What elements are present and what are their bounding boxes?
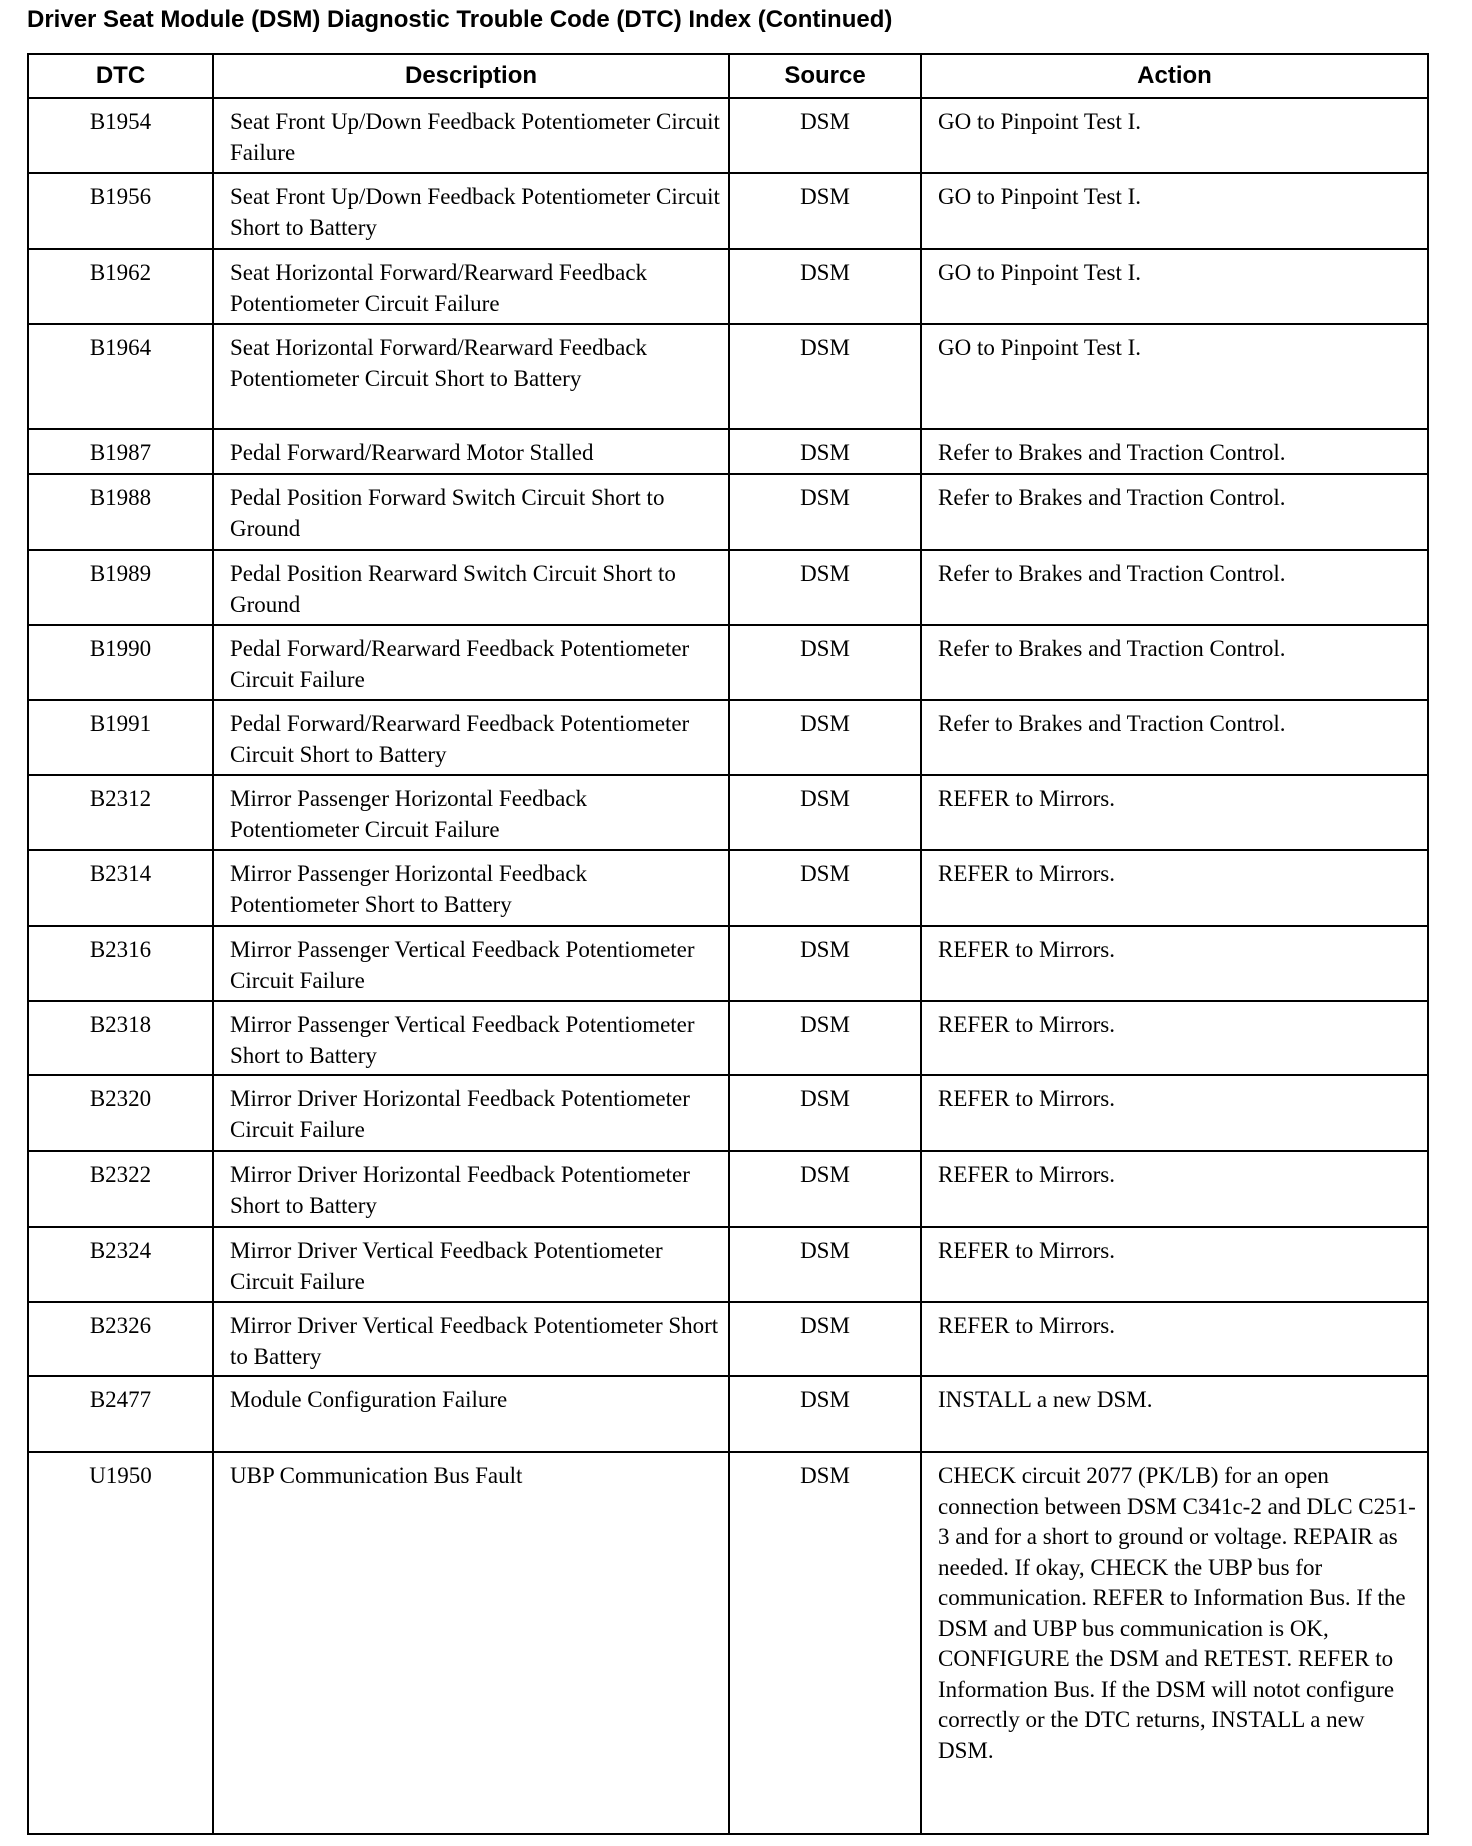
source-cell: DSM — [729, 429, 921, 474]
page-title: Driver Seat Module (DSM) Diagnostic Trouble Code (DTC) Index (Continued) — [27, 6, 893, 33]
dtc-cell: B2316 — [28, 926, 213, 1001]
dtc-cell: B1988 — [28, 474, 213, 550]
source-cell: DSM — [729, 1376, 921, 1452]
table-row — [28, 1227, 1428, 1302]
source-cell: DSM — [729, 625, 921, 700]
action-cell: REFER to Mirrors. — [921, 926, 1428, 1001]
table-row — [28, 775, 1428, 850]
dtc-cell: B2320 — [28, 1075, 213, 1151]
dtc-table — [27, 53, 1429, 1835]
action-cell: Refer to Brakes and Traction Control. — [921, 429, 1428, 474]
table-row — [28, 1452, 1428, 1834]
column-header-action: Action — [921, 54, 1428, 98]
description-cell: Mirror Driver Vertical Feedback Potentiometer Short to Battery — [213, 1302, 729, 1376]
action-cell: GO to Pinpoint Test I. — [921, 173, 1428, 249]
table-row — [28, 926, 1428, 1001]
action-cell: REFER to Mirrors. — [921, 1227, 1428, 1302]
table-row — [28, 1376, 1428, 1452]
action-cell: CHECK circuit 2077 (PK/LB) for an open connection between DSM C341c-2 and DLC C251-3 and for a short to ground or voltage. REPAIR as needed. If okay, CHECK the UBP bus for communication. REFER to Information Bus. If the DSM and UBP bus communication is OK, CONFIGURE the DSM and RETEST. REFER to Information Bus. If the DSM will notot configure correctly or the DTC returns, INSTALL a new DSM. — [921, 1452, 1428, 1834]
dtc-cell: U1950 — [28, 1452, 213, 1834]
source-cell: DSM — [729, 249, 921, 324]
dtc-cell: B1964 — [28, 324, 213, 429]
dtc-cell: B2312 — [28, 775, 213, 850]
source-cell: DSM — [729, 850, 921, 926]
action-cell: REFER to Mirrors. — [921, 1302, 1428, 1376]
description-cell: UBP Communication Bus Fault — [213, 1452, 729, 1834]
dtc-cell: B2314 — [28, 850, 213, 926]
source-cell: DSM — [729, 173, 921, 249]
description-cell: Pedal Forward/Rearward Motor Stalled — [213, 429, 729, 474]
description-cell: Mirror Passenger Horizontal Feedback Potentiometer Short to Battery — [213, 850, 729, 926]
action-cell: GO to Pinpoint Test I. — [921, 249, 1428, 324]
table-row — [28, 324, 1428, 429]
table-row — [28, 850, 1428, 926]
table-row — [28, 700, 1428, 775]
description-cell: Mirror Driver Horizontal Feedback Potentiometer Circuit Failure — [213, 1075, 729, 1151]
table-row — [28, 625, 1428, 700]
description-cell: Seat Front Up/Down Feedback Potentiometer Circuit Short to Battery — [213, 173, 729, 249]
table-row — [28, 98, 1428, 173]
dtc-cell: B1962 — [28, 249, 213, 324]
description-cell: Pedal Forward/Rearward Feedback Potentiometer Circuit Failure — [213, 625, 729, 700]
action-cell: REFER to Mirrors. — [921, 1001, 1428, 1075]
table-row — [28, 474, 1428, 550]
action-cell: INSTALL a new DSM. — [921, 1376, 1428, 1452]
source-cell: DSM — [729, 324, 921, 429]
column-header-description: Description — [213, 54, 729, 98]
dtc-cell: B1991 — [28, 700, 213, 775]
table-header-row — [28, 54, 1428, 98]
source-cell: DSM — [729, 1227, 921, 1302]
description-cell: Seat Horizontal Forward/Rearward Feedback Potentiometer Circuit Failure — [213, 249, 729, 324]
source-cell: DSM — [729, 98, 921, 173]
action-cell: Refer to Brakes and Traction Control. — [921, 474, 1428, 550]
action-cell: Refer to Brakes and Traction Control. — [921, 625, 1428, 700]
source-cell: DSM — [729, 926, 921, 1001]
action-cell: REFER to Mirrors. — [921, 1151, 1428, 1227]
source-cell: DSM — [729, 474, 921, 550]
dtc-cell: B2318 — [28, 1001, 213, 1075]
description-cell: Seat Horizontal Forward/Rearward Feedback Potentiometer Circuit Short to Battery — [213, 324, 729, 429]
dtc-cell: B2326 — [28, 1302, 213, 1376]
description-cell: Mirror Driver Vertical Feedback Potentiometer Circuit Failure — [213, 1227, 729, 1302]
description-cell: Seat Front Up/Down Feedback Potentiometer Circuit Failure — [213, 98, 729, 173]
action-cell: Refer to Brakes and Traction Control. — [921, 550, 1428, 625]
action-cell: GO to Pinpoint Test I. — [921, 98, 1428, 173]
source-cell: DSM — [729, 1302, 921, 1376]
table-row — [28, 1001, 1428, 1075]
dtc-cell: B1987 — [28, 429, 213, 474]
column-header-dtc: DTC — [28, 54, 213, 98]
description-cell: Mirror Driver Horizontal Feedback Potentiometer Short to Battery — [213, 1151, 729, 1227]
table-row — [28, 249, 1428, 324]
dtc-cell: B2477 — [28, 1376, 213, 1452]
source-cell: DSM — [729, 1075, 921, 1151]
source-cell: DSM — [729, 700, 921, 775]
source-cell: DSM — [729, 550, 921, 625]
action-cell: REFER to Mirrors. — [921, 1075, 1428, 1151]
action-cell: REFER to Mirrors. — [921, 850, 1428, 926]
description-cell: Mirror Passenger Horizontal Feedback Potentiometer Circuit Failure — [213, 775, 729, 850]
dtc-cell: B1990 — [28, 625, 213, 700]
table-row — [28, 1075, 1428, 1151]
table-row — [28, 550, 1428, 625]
action-cell: REFER to Mirrors. — [921, 775, 1428, 850]
column-header-source: Source — [729, 54, 921, 98]
table-row — [28, 173, 1428, 249]
table-row — [28, 429, 1428, 474]
action-cell: Refer to Brakes and Traction Control. — [921, 700, 1428, 775]
dtc-cell: B1956 — [28, 173, 213, 249]
source-cell: DSM — [729, 1151, 921, 1227]
description-cell: Pedal Position Rearward Switch Circuit Short to Ground — [213, 550, 729, 625]
description-cell: Pedal Forward/Rearward Feedback Potentiometer Circuit Short to Battery — [213, 700, 729, 775]
dtc-cell: B1989 — [28, 550, 213, 625]
dtc-cell: B2322 — [28, 1151, 213, 1227]
description-cell: Module Configuration Failure — [213, 1376, 729, 1452]
source-cell: DSM — [729, 775, 921, 850]
description-cell: Pedal Position Forward Switch Circuit Short to Ground — [213, 474, 729, 550]
table-row — [28, 1151, 1428, 1227]
source-cell: DSM — [729, 1001, 921, 1075]
source-cell: DSM — [729, 1452, 921, 1834]
table-row — [28, 1302, 1428, 1376]
description-cell: Mirror Passenger Vertical Feedback Potentiometer Circuit Failure — [213, 926, 729, 1001]
action-cell: GO to Pinpoint Test I. — [921, 324, 1428, 429]
dtc-cell: B2324 — [28, 1227, 213, 1302]
dtc-cell: B1954 — [28, 98, 213, 173]
description-cell: Mirror Passenger Vertical Feedback Potentiometer Short to Battery — [213, 1001, 729, 1075]
